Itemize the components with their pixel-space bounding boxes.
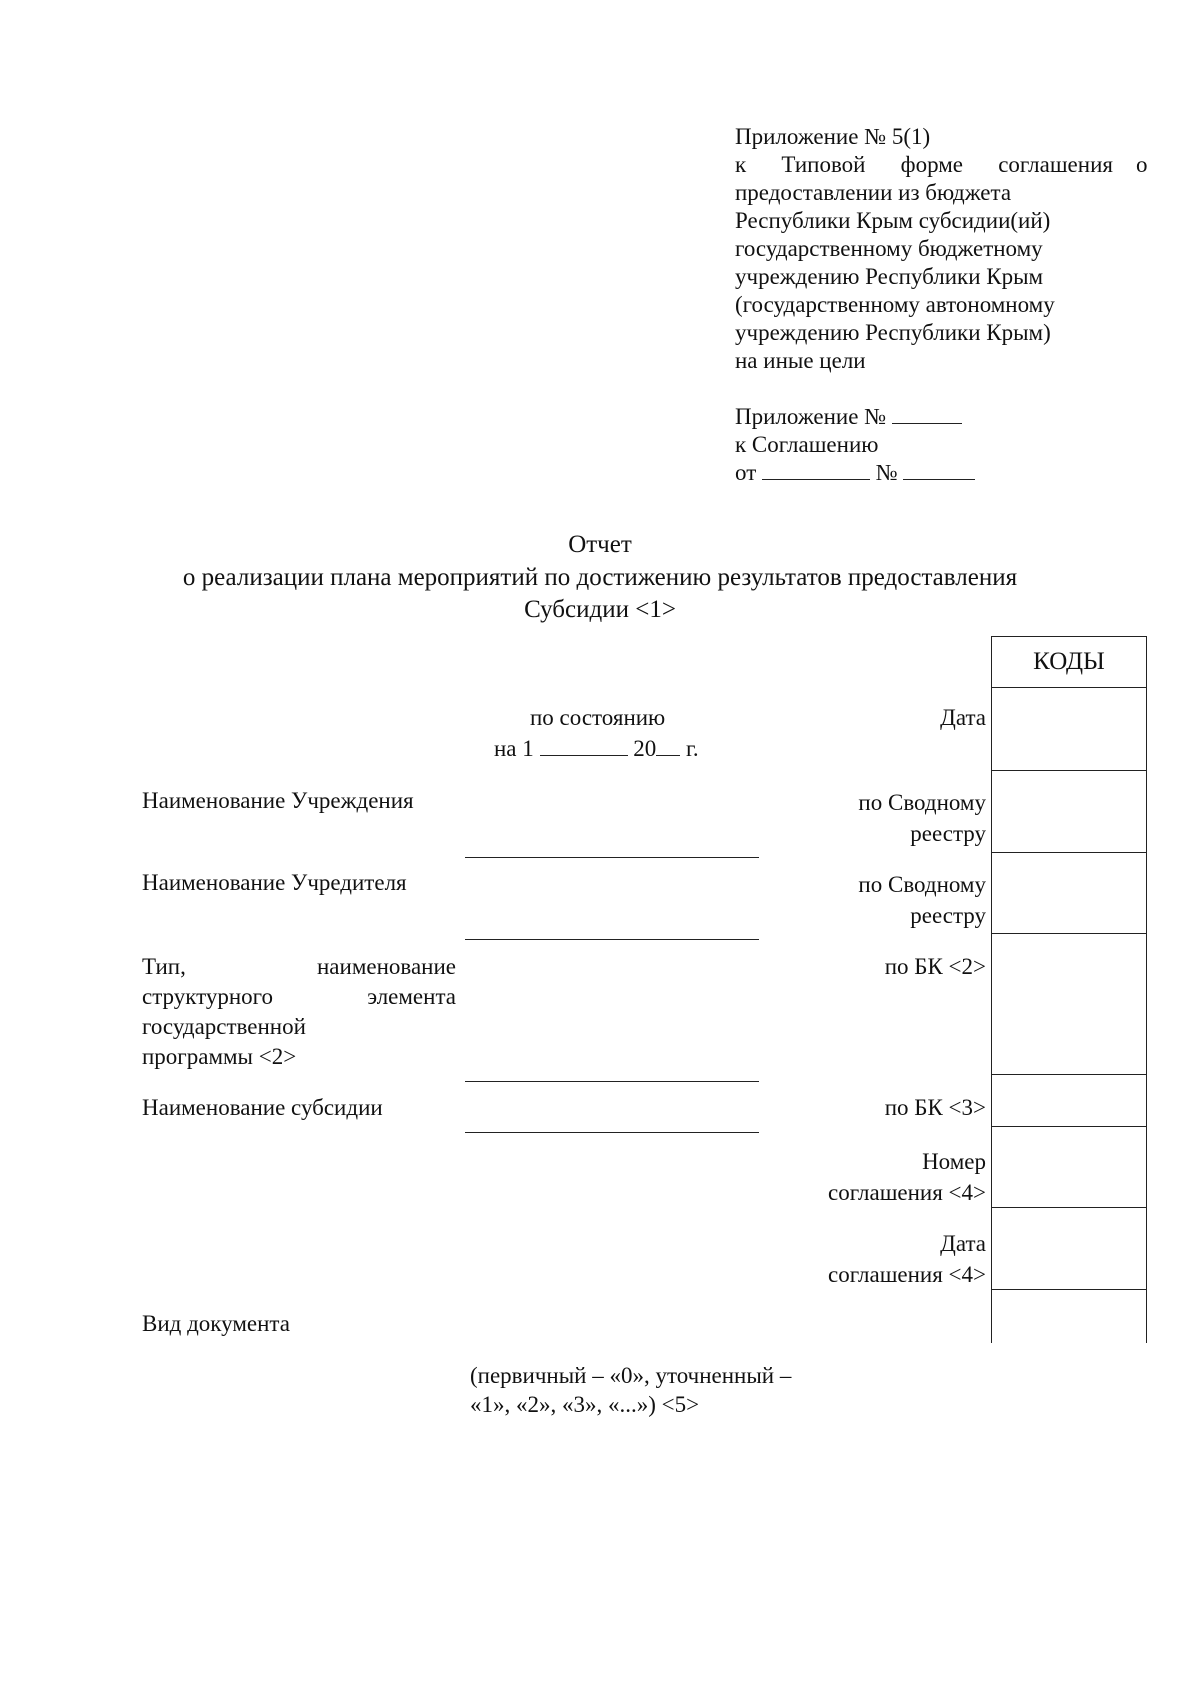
- program-line[interactable]: [465, 1081, 759, 1082]
- form-page: Приложение № 5(1) к Типовой форме соглашения о предоставлении из бюджета Республики Крым субсидии(ий) государственному бюджетному учреждению Республики Крым (государственному автономному учреждению Республики Крым) на иные цели Приложение № к Соглашению от № Отчет о реализации плана мероприятий по достижению результатов предоставления Субсидии <1> по состоянию на 1 20 г. Наименование Учреждения Наименование Учредителя Тип, наименование структурного элемента государственной программы <2> Наименование субсидии Вид документа (первичный – «0», уточненный – «1», «2», «3», «...») <5> Дата по Сводному реестру по Сводному реестру по БК <2> по БК <3> Номер соглашения <4> Дата соглашения <4> КОДЫ: [0, 0, 1200, 1695]
- code-cell-date[interactable]: [991, 688, 1147, 771]
- annex-line: Республики Крым субсидии(ий): [735, 208, 1051, 233]
- state-as-of-label: по состоянию: [530, 705, 666, 730]
- annex-line: учреждению Республики Крым): [735, 320, 1051, 345]
- annex-title: Приложение № 5(1): [735, 124, 931, 149]
- year-blank[interactable]: [656, 735, 680, 756]
- code-cell-bk2[interactable]: [991, 934, 1147, 1075]
- code-cell-institution-registry[interactable]: [991, 771, 1147, 853]
- annex-line: предоставлении из бюджета: [735, 180, 1012, 205]
- code-cell-founder-registry[interactable]: [991, 853, 1147, 934]
- code-label-bk3: по БК <3>: [884, 1095, 986, 1120]
- code-label-agreement-no: Номер: [922, 1149, 986, 1174]
- state-as-of-date: на 1 20 г.: [494, 736, 699, 761]
- code-label-founder-registry-2: реестру: [910, 903, 986, 928]
- codes-header: КОДЫ: [991, 636, 1147, 688]
- doc-type-note-2: «1», «2», «3», «...») <5>: [470, 1392, 700, 1417]
- code-label-bk2: по БК <2>: [884, 954, 986, 979]
- agreement-number-blank[interactable]: [903, 459, 975, 480]
- report-subtitle: о реализации плана мероприятий по достижению результатов предоставления: [182, 564, 1018, 591]
- annex-line-2-tail: о: [1136, 152, 1148, 177]
- institution-label: Наименование Учреждения: [142, 788, 414, 813]
- agreement-date-number: от №: [735, 459, 975, 486]
- doc-type-label: Вид документа: [142, 1311, 290, 1336]
- code-label-registry-2: реестру: [910, 821, 986, 846]
- code-cell-agreement-date[interactable]: [991, 1208, 1147, 1290]
- report-subtitle-2: Субсидии <1>: [524, 596, 676, 623]
- code-cell-bk3[interactable]: [991, 1075, 1147, 1127]
- annex-line: (государственному автономному: [735, 292, 1055, 317]
- month-blank[interactable]: [540, 735, 628, 756]
- institution-line[interactable]: [465, 857, 759, 858]
- annex-line-2: к Типовой форме соглашения: [735, 152, 1113, 177]
- doc-type-note: (первичный – «0», уточненный –: [470, 1363, 792, 1388]
- code-label-date: Дата: [940, 705, 986, 730]
- agreement-date-blank[interactable]: [762, 459, 870, 480]
- code-cell-document-type[interactable]: [991, 1290, 1147, 1343]
- annex-line: учреждению Республики Крым: [735, 264, 1044, 289]
- agreement-ref-line: к Соглашению: [735, 432, 879, 457]
- subsidy-label: Наименование субсидии: [142, 1095, 383, 1120]
- subsidy-line[interactable]: [465, 1132, 759, 1133]
- code-label-agreement-date: Дата: [940, 1231, 986, 1256]
- code-label-agreement-no-2: соглашения <4>: [828, 1180, 986, 1205]
- founder-label: Наименование Учредителя: [142, 870, 407, 895]
- code-label-agreement-date-2: соглашения <4>: [828, 1262, 986, 1287]
- code-cell-agreement-number[interactable]: [991, 1127, 1147, 1208]
- annex-line: на иные цели: [735, 348, 866, 373]
- agreement-annex-number: Приложение №: [735, 403, 962, 430]
- report-title: Отчет: [568, 531, 632, 558]
- codes-table: [991, 636, 1147, 1343]
- founder-line[interactable]: [465, 939, 759, 940]
- annex-line: государственному бюджетному: [735, 236, 1043, 261]
- code-label-registry: по Сводному: [858, 790, 986, 815]
- code-label-founder-registry: по Сводному: [858, 872, 986, 897]
- annex-number-blank[interactable]: [892, 403, 962, 424]
